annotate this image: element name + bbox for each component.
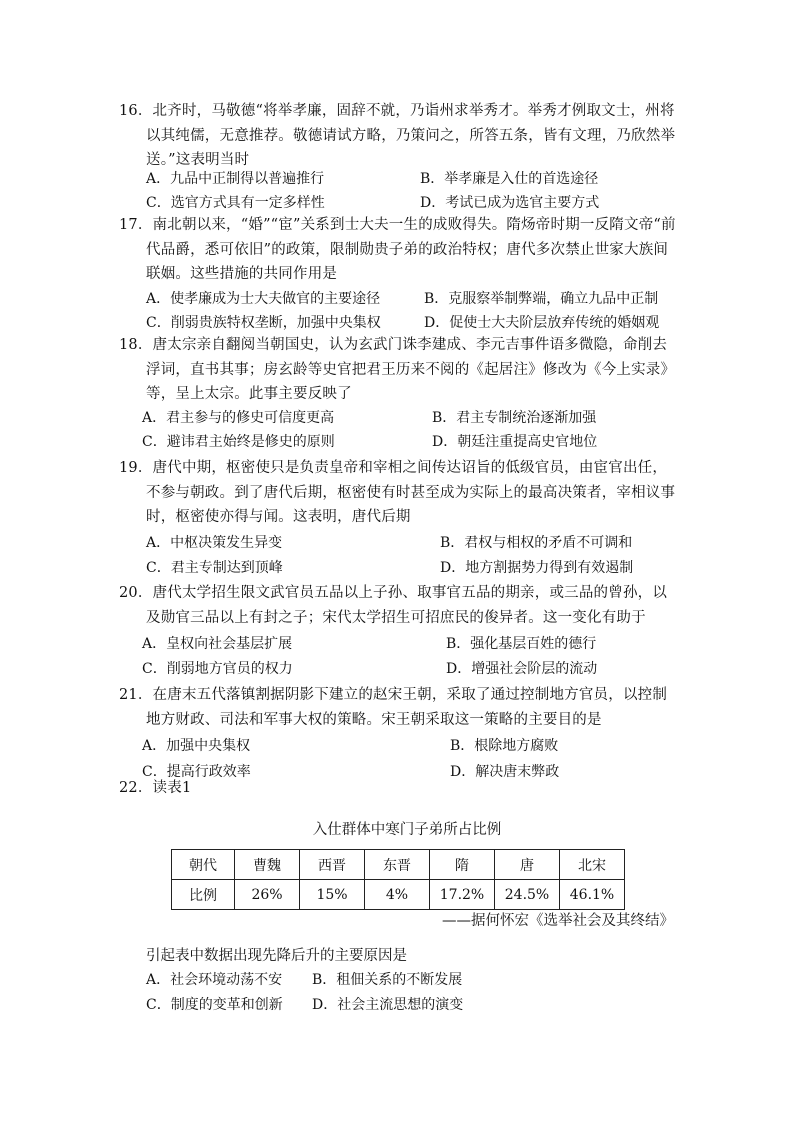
question-22-intro: 22．读表1 <box>119 780 192 796</box>
option-d[interactable]: D．朝廷注重提高史官地位 <box>432 434 598 450</box>
table-header-cell: 唐 <box>495 850 560 880</box>
option-b[interactable]: B．君权与相权的矛盾不可调和 <box>440 535 633 551</box>
question-20 <box>119 581 679 630</box>
option-c[interactable]: C．提高行政效率 <box>142 764 251 780</box>
question-17 <box>119 213 679 287</box>
question-21 <box>119 683 679 732</box>
option-a[interactable]: A．君主参与的修史可信度更高 <box>142 410 335 426</box>
option-b[interactable]: B．根除地方腐败 <box>450 738 559 754</box>
table-title: 入仕群体中寒门子弟所占比例 <box>312 822 502 838</box>
option-a[interactable]: A．皇权向社会基层扩展 <box>142 636 293 652</box>
option-a[interactable]: A．使孝廉成为士大夫做官的主要途径 <box>146 291 381 307</box>
table-row-label: 比例 <box>172 880 235 910</box>
option-d[interactable]: D．社会主流思想的演变 <box>312 997 464 1013</box>
ratio-table <box>171 849 625 910</box>
question-17-stem: 17．南北朝以来，“婚”“宦”关系到士大夫一生的成败得失。隋炀帝时期一反隋文帝“前代品爵，悉可依旧”的政策，限制勋贵子弟的政治特权；唐代多次禁止世家大族间联姻。这些措施的共同作用是 <box>119 217 676 282</box>
option-a[interactable]: A．九品中正制得以普遍推行 <box>146 171 325 187</box>
table-cell: 4% <box>365 880 430 910</box>
option-c[interactable]: C．君主专制达到顶峰 <box>146 560 283 576</box>
table-cell: 15% <box>300 880 365 910</box>
option-d[interactable]: D．地方割据势力得到有效遏制 <box>440 560 634 576</box>
question-21-stem: 21．在唐末五代落镇割据阴影下建立的赵宋王朝，采取了通过控制地方官员，以控制地方财政、司法和军事大权的策略。宋王朝采取这一策略的主要目的是 <box>119 687 668 728</box>
table-header-row <box>172 850 625 880</box>
table-header-label: 朝代 <box>172 850 235 880</box>
table-cell: 24.5% <box>495 880 560 910</box>
option-b[interactable]: B．举孝廉是入仕的首选途径 <box>420 171 599 187</box>
question-19 <box>119 456 679 530</box>
question-22-stem: 引起表中数据出现先降后升的主要原因是 <box>146 948 407 964</box>
option-d[interactable]: D．促使士大夫阶层放弃传统的婚姻观 <box>424 315 660 331</box>
table-header-cell: 曹魏 <box>235 850 300 880</box>
option-c[interactable]: C．削弱贵族特权垄断，加强中央集权 <box>146 315 381 331</box>
question-19-stem: 19．唐代中期，枢密使只是负责皇帝和宰相之间传达诏旨的低级官员，由宦官出任，不参与朝政。到了唐代后期，枢密使有时甚至成为实际上的最高决策者，宰相议事时，枢密使亦得与闻。这表明，唐代后期 <box>119 460 676 525</box>
question-22 <box>119 776 679 801</box>
table-cell: 26% <box>235 880 300 910</box>
question-18 <box>119 333 679 407</box>
option-c[interactable]: C．选官方式具有一定多样性 <box>146 195 325 211</box>
option-a[interactable]: A．中枢决策发生异变 <box>146 535 283 551</box>
table-source: ——据何怀宏《选举社会及其终结》 <box>442 913 674 929</box>
table-row <box>172 880 625 910</box>
option-b[interactable]: B．强化基层百姓的德行 <box>446 636 597 652</box>
table-header-cell: 西晋 <box>300 850 365 880</box>
option-c[interactable]: C．削弱地方官员的权力 <box>142 661 293 677</box>
question-18-stem: 18．唐太宗亲自翻阅当朝国史，认为玄武门诛李建成、李元吉事件语多微隐，命削去浮词，直书其事；房玄龄等史官把君王历来不阅的《起居注》修改为《今上实录》等，呈上太宗。此事主要反映了 <box>119 337 676 402</box>
question-20-stem: 20．唐代太学招生限文武官员五品以上子孙、取事官五品的期亲，或三品的曾孙，以及勋官三品以上有封之子；宋代太学招生可招庶民的俊异者。这一变化有助于 <box>119 585 668 626</box>
table-header-cell: 北宋 <box>560 850 625 880</box>
table-cell: 46.1% <box>560 880 625 910</box>
option-c[interactable]: C．避讳君主始终是修史的原则 <box>142 434 335 450</box>
option-b[interactable]: B．克服察举制弊端，确立九品中正制 <box>424 291 659 307</box>
option-c[interactable]: C．制度的变革和创新 <box>146 997 283 1013</box>
option-d[interactable]: D．增强社会阶层的流动 <box>446 661 598 677</box>
table-header-cell: 隋 <box>430 850 495 880</box>
table-cell: 17.2% <box>430 880 495 910</box>
question-16-stem: 16．北齐时，马敬德“将举孝廉，固辞不就，乃诣州求举秀才。举秀才例取文士，州将以其纯儒，无意推荐。敬德请试方略，乃策问之，所答五条，皆有文理，乃欣然举送。”这表明当时 <box>119 103 676 168</box>
option-a[interactable]: A．社会环境动荡不安 <box>146 972 283 988</box>
option-b[interactable]: B．租佃关系的不断发展 <box>312 972 463 988</box>
option-d[interactable]: D．解决唐末弊政 <box>450 764 560 780</box>
option-a[interactable]: A．加强中央集权 <box>142 738 251 754</box>
option-d[interactable]: D．考试已成为选官主要方式 <box>420 195 600 211</box>
question-16 <box>119 99 679 173</box>
option-b[interactable]: B．君主专制统治逐渐加强 <box>432 410 597 426</box>
table-header-cell: 东晋 <box>365 850 430 880</box>
